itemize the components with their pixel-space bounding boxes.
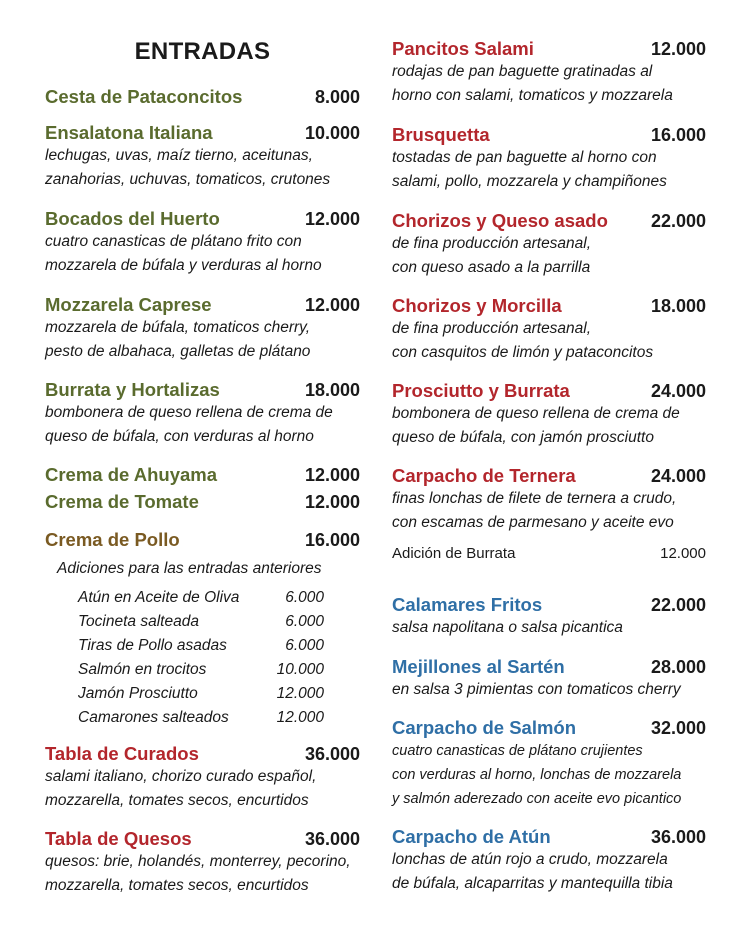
item-name: Cesta de Pataconcitos (45, 86, 243, 107)
item-name: Burrata y Hortalizas (45, 379, 220, 400)
additions-title: Adiciones para las entradas anteriores (57, 560, 322, 577)
item-name: Prosciutto y Burrata (392, 380, 570, 401)
addition-name: Tiras de Pollo asadas (78, 637, 227, 654)
burrata-addition (392, 545, 706, 562)
item-price: 12.000 (304, 295, 360, 315)
item-name: Crema de Ahuyama (45, 464, 218, 485)
menu-item (45, 491, 360, 513)
item-desc: queso de búfala, con jamón prosciutto (392, 429, 654, 446)
item-desc: mozzarella, tomates secos, encurtidos (45, 877, 309, 894)
item-desc: y salmón aderezado con aceite evo picantico (392, 791, 682, 807)
item-desc: horno con salami, tomaticos y mozzarela (392, 87, 673, 104)
item-price: 16.000 (650, 125, 706, 145)
addition-name: Atún en Aceite de Oliva (78, 589, 240, 606)
menu-item (392, 380, 706, 450)
addition-row (78, 706, 324, 730)
menu-item (45, 743, 360, 813)
item-name: Crema de Pollo (45, 529, 180, 550)
item-desc: mozzarela de búfala y verduras al horno (45, 257, 322, 274)
item-name: Tabla de Curados (45, 743, 199, 764)
item-desc: rodajas de pan baguette gratinadas al (392, 63, 653, 80)
item-desc: de fina producción artesanal, (392, 320, 592, 337)
menu-item (45, 208, 360, 278)
item-desc: cuatro canasticas de plátano frito con (45, 233, 302, 250)
menu-item (392, 594, 706, 640)
item-desc: con queso asado a la parrilla (392, 259, 591, 276)
menu-item (392, 656, 706, 702)
item-name: Tabla de Quesos (45, 828, 192, 849)
item-name: Mejillones al Sartén (392, 656, 565, 677)
item-name: Chorizos y Queso asado (392, 210, 608, 231)
item-desc: con verduras al horno, lonchas de mozzarela (392, 767, 682, 783)
item-desc: bombonera de queso rellena de crema de (392, 405, 680, 422)
menu-item (392, 210, 706, 280)
item-name: Carpacho de Atún (392, 826, 551, 847)
item-price: 12.000 (304, 209, 360, 229)
section-title: ENTRADAS (134, 38, 271, 65)
item-price: 36.000 (650, 827, 706, 847)
addition-price: 12.000 (660, 545, 706, 562)
addition-name: Salmón en trocitos (78, 661, 207, 678)
item-desc: salami italiano, chorizo curado español, (45, 768, 317, 785)
menu-item (392, 826, 706, 896)
menu-item (392, 38, 706, 108)
menu-item (392, 295, 706, 365)
addition-row (78, 682, 324, 706)
item-price: 18.000 (650, 296, 706, 316)
item-desc: mozzarela de búfala, tomaticos cherry, (45, 319, 311, 336)
item-name: Chorizos y Morcilla (392, 295, 562, 316)
item-desc: pesto de albahaca, galletas de plátano (45, 343, 311, 360)
item-desc: lonchas de atún rojo a crudo, mozzarela (392, 851, 668, 868)
item-desc: finas lonchas de filete de ternera a crudo, (392, 490, 677, 507)
item-price: 28.000 (650, 657, 706, 677)
menu-item (45, 529, 360, 551)
item-desc: cuatro canasticas de plátano crujientes (392, 743, 643, 759)
item-desc: salsa napolitana o salsa picantica (392, 619, 623, 636)
item-name: Carpacho de Ternera (392, 465, 576, 486)
addition-price: 6.000 (285, 589, 324, 606)
item-name: Crema de Tomate (45, 491, 199, 512)
item-price: 24.000 (650, 466, 706, 486)
item-name: Calamares Fritos (392, 594, 543, 615)
item-name: Carpacho de Salmón (392, 717, 577, 738)
item-price: 18.000 (304, 380, 360, 400)
menu-item (392, 124, 706, 194)
item-desc: lechugas, uvas, maíz tierno, aceitunas, (45, 147, 313, 164)
addition-name: Tocineta salteada (78, 613, 199, 630)
item-name: Brusquetta (392, 124, 490, 145)
item-price: 24.000 (650, 381, 706, 401)
item-price: 16.000 (304, 530, 360, 550)
menu-item (45, 379, 360, 449)
item-name: Bocados del Huerto (45, 208, 220, 229)
menu-item (45, 464, 360, 486)
item-desc: con escamas de parmesano y aceite evo (392, 514, 674, 531)
addition-row (78, 634, 324, 658)
addition-price: 12.000 (276, 685, 324, 702)
item-desc: quesos: brie, holandés, monterrey, pecorino, (45, 853, 351, 870)
item-desc: de fina producción artesanal, (392, 235, 592, 252)
menu-item (45, 828, 360, 898)
addition-price: 6.000 (285, 613, 324, 630)
addition-price: 12.000 (276, 709, 324, 726)
item-price: 12.000 (304, 492, 360, 512)
item-price: 12.000 (650, 39, 706, 59)
addition-price: 10.000 (276, 661, 324, 678)
item-name: Ensalatona Italiana (45, 122, 213, 143)
item-desc: con casquitos de limón y pataconcitos (392, 344, 654, 361)
item-price: 36.000 (304, 744, 360, 764)
addition-name: Camarones salteados (78, 709, 229, 726)
addition-name: Adición de Burrata (392, 545, 516, 562)
addition-name: Jamón Prosciutto (78, 685, 198, 702)
item-price: 36.000 (304, 829, 360, 849)
addition-price: 6.000 (285, 637, 324, 654)
menu-item (392, 717, 706, 811)
item-desc: en salsa 3 pimientas con tomaticos cherry (392, 681, 681, 698)
menu-item (45, 122, 360, 192)
addition-row (78, 658, 324, 682)
item-desc: bombonera de queso rellena de crema de (45, 404, 333, 421)
item-price: 10.000 (304, 123, 360, 143)
item-name: Mozzarela Caprese (45, 294, 212, 315)
item-desc: tostadas de pan baguette al horno con (392, 149, 657, 166)
item-desc: zanahorias, uchuvas, tomaticos, crutones (45, 171, 331, 188)
item-price: 8.000 (314, 87, 360, 107)
item-price: 32.000 (650, 718, 706, 738)
menu-item (45, 86, 360, 108)
addition-row (78, 610, 324, 634)
item-desc: queso de búfala, con verduras al horno (45, 428, 314, 445)
menu-item (45, 294, 360, 364)
item-name: Pancitos Salami (392, 38, 534, 59)
item-desc: mozzarella, tomates secos, encurtidos (45, 792, 309, 809)
additions-list (78, 586, 324, 730)
item-desc: salami, pollo, mozzarela y champiñones (392, 173, 667, 190)
item-desc: de búfala, alcaparritas y mantequilla tibia (392, 875, 673, 892)
item-price: 12.000 (304, 465, 360, 485)
menu-item (392, 465, 706, 535)
addition-row (78, 586, 324, 610)
item-price: 22.000 (650, 211, 706, 231)
item-price: 22.000 (650, 595, 706, 615)
